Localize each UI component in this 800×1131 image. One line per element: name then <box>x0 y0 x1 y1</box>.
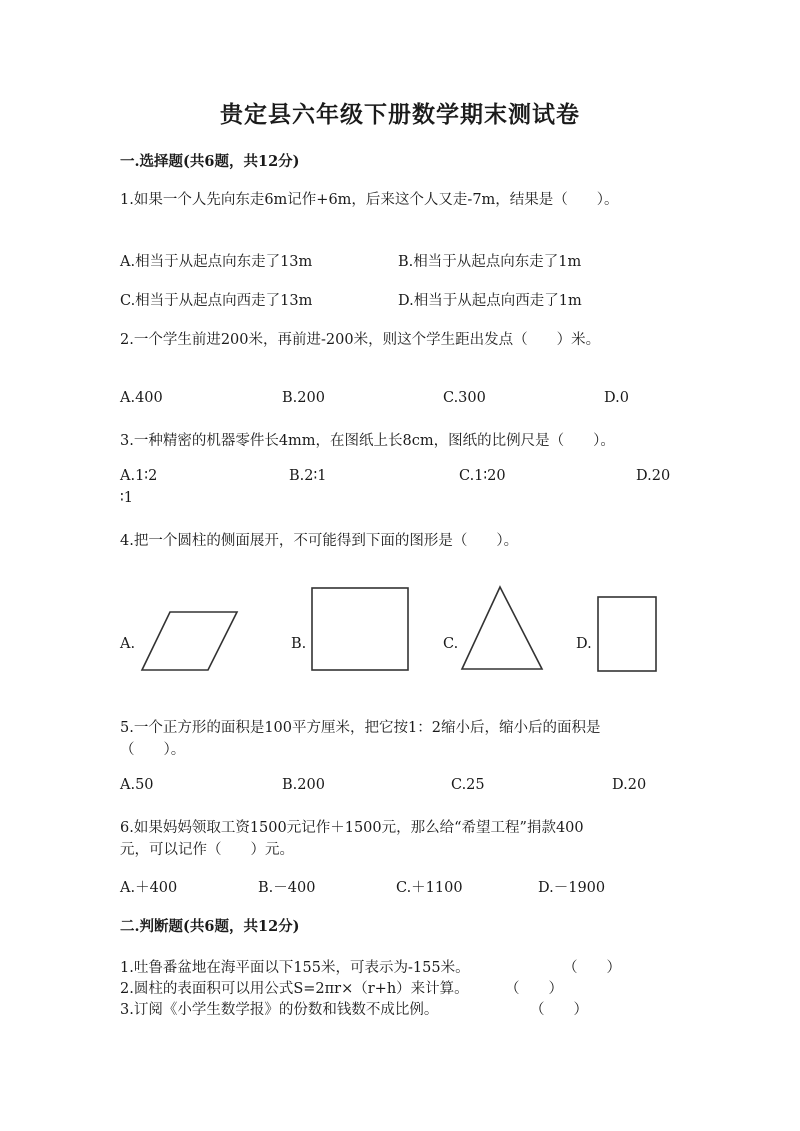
judgment-3-text: 3.订阅《小学生数学报》的份数和钱数不成比例。 <box>120 1002 439 1018</box>
question-1-option-d: D.相当于从起点向西走了1m <box>398 293 582 309</box>
question-3-option-a: A.1∶2 <box>120 468 158 484</box>
question-6-option-d: D.－1900 <box>538 880 606 896</box>
question-6-option-b: B.－400 <box>258 880 316 896</box>
section-heading-judgment: 二.判断题(共6题，共12分) <box>120 918 300 935</box>
judgment-1-answer-paren: （ ） <box>563 960 621 976</box>
judgment-2-answer-paren: （ ） <box>505 981 563 997</box>
judgment-1-text: 1.吐鲁番盆地在海平面以下155米，可表示为-155米。 <box>120 960 470 976</box>
question-5-option-d: D.20 <box>612 777 647 793</box>
question-1-option-c: C.相当于从起点向西走了13m <box>120 293 313 309</box>
rectangle-figure <box>310 586 412 672</box>
question-4-option-c: C. <box>443 636 459 652</box>
question-2-option-b: B.200 <box>282 390 325 406</box>
question-2-option-c: C.300 <box>443 390 486 406</box>
question-6-stem-cont: 元，可以记作（ ）元。 <box>120 842 294 858</box>
section-heading-choice: 一.选择题(共6题，共12分) <box>120 153 300 170</box>
question-3-option-c: C.1∶20 <box>459 468 506 484</box>
question-4-stem: 4.把一个圆柱的侧面展开，不可能得到下面的图形是（ ）。 <box>120 533 519 549</box>
question-5-stem-cont: （ ）。 <box>120 742 186 758</box>
question-5-option-c: C.25 <box>451 777 485 793</box>
question-2-option-d: D.0 <box>604 390 629 406</box>
question-3-option-d: D.20 <box>636 468 671 484</box>
question-6-stem: 6.如果妈妈领取工资1500元记作＋1500元，那么给“希望工程”捐款400 <box>120 820 584 836</box>
question-4-option-b: B. <box>291 636 307 652</box>
parallelogram-figure <box>140 610 240 675</box>
narrow-rectangle-figure <box>596 595 658 673</box>
question-1-option-b: B.相当于从起点向东走了1m <box>398 254 582 270</box>
triangle-figure <box>460 585 544 673</box>
question-4-option-d: D. <box>576 636 592 652</box>
question-4-option-a: A. <box>120 636 136 652</box>
question-5-option-a: A.50 <box>120 777 154 793</box>
question-1-stem: 1.如果一个人先向东走6m记作+6m，后来这个人又走-7m，结果是（ ）。 <box>120 192 619 208</box>
page-title: 贵定县六年级下册数学期末测试卷 <box>220 101 580 128</box>
question-1-option-a: A.相当于从起点向东走了13m <box>120 254 313 270</box>
question-2-option-a: A.400 <box>120 390 163 406</box>
question-6-option-a: A.＋400 <box>120 880 178 896</box>
question-6-option-c: C.＋1100 <box>396 880 463 896</box>
question-3-stem: 3.一种精密的机器零件长4mm，在图纸上长8cm，图纸的比例尺是（ ）。 <box>120 433 615 449</box>
judgment-3-answer-paren: （ ） <box>530 1002 588 1018</box>
question-2-stem: 2.一个学生前进200米，再前进-200米，则这个学生距出发点（ ）米。 <box>120 332 601 348</box>
question-3-option-b: B.2∶1 <box>289 468 327 484</box>
judgment-2-text: 2.圆柱的表面积可以用公式S=2πr×（r+h）来计算。 <box>120 981 469 997</box>
question-5-stem: 5.一个正方形的面积是100平方厘米，把它按1：2缩小后，缩小后的面积是 <box>120 720 601 736</box>
question-5-option-b: B.200 <box>282 777 325 793</box>
question-3-option-d-cont: ∶1 <box>120 490 133 506</box>
